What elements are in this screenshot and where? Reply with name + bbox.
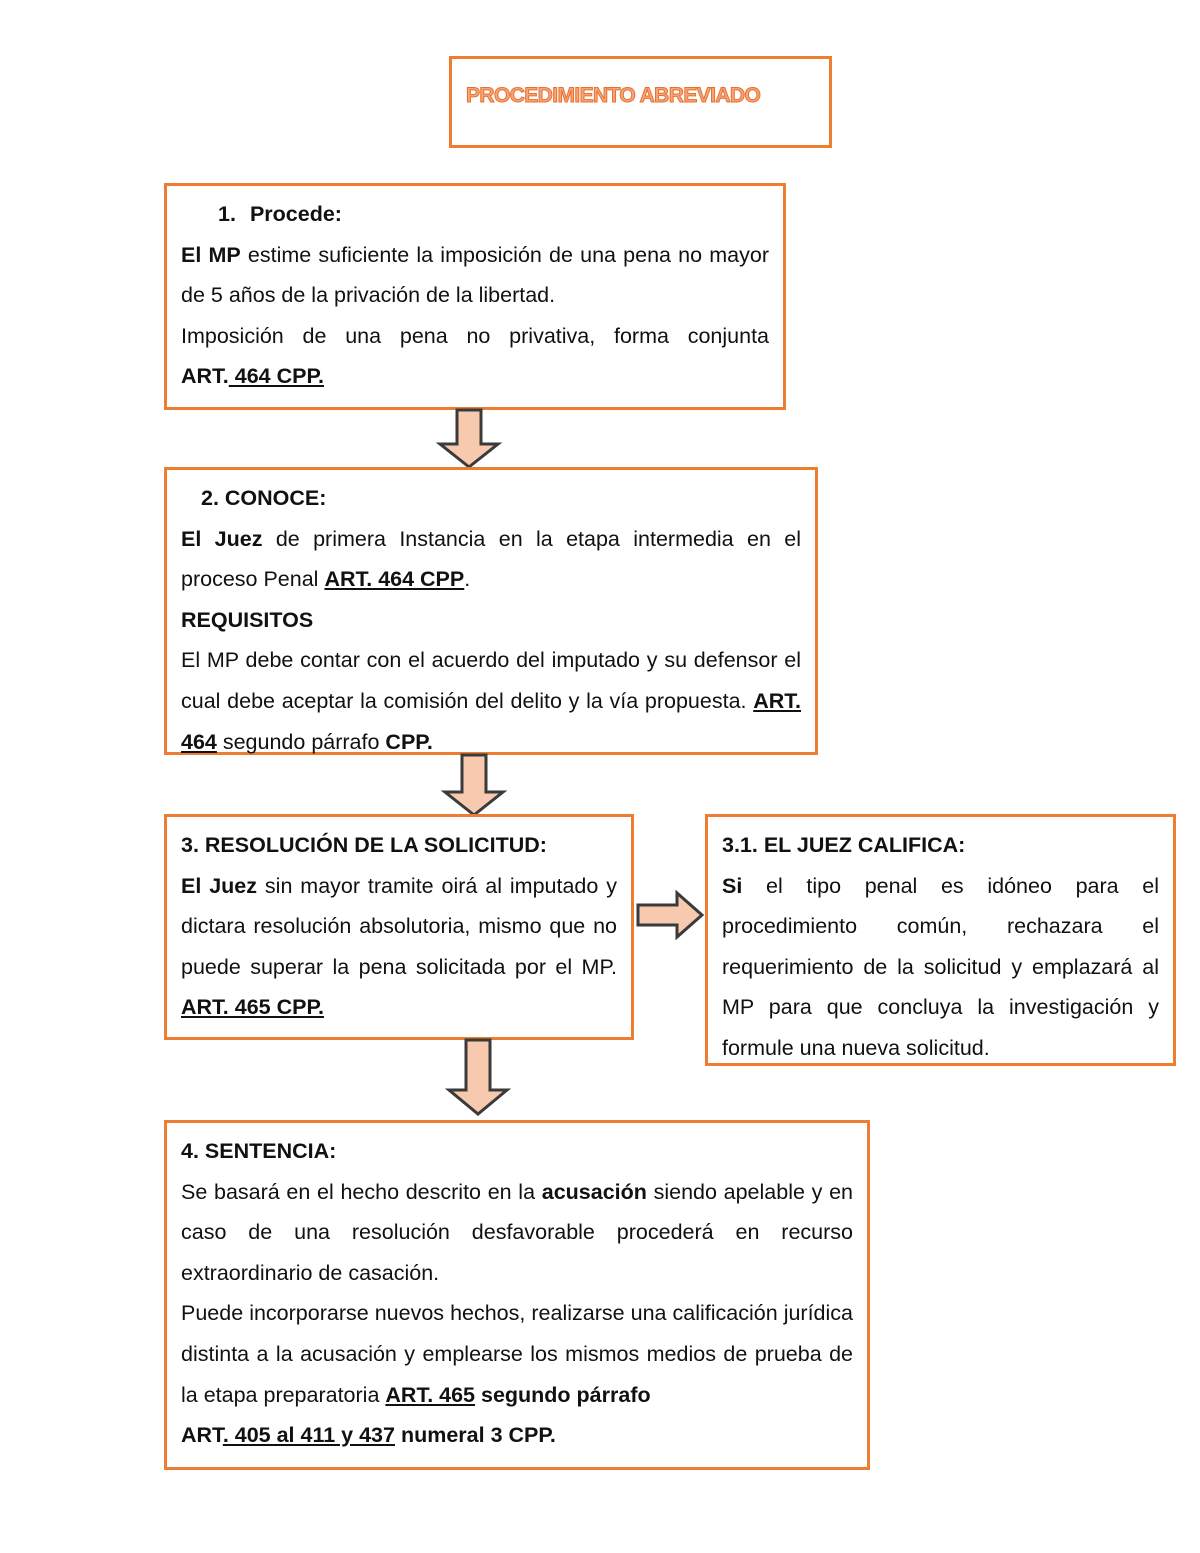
body-text: sin mayor tramite oirá al imputado y dictara resolución absolutoria, mismo que no puede superar la pena solicitada por el MP. [181,873,617,979]
ref-link-text: ART. 464 [181,688,801,754]
ref-text: ART [181,1423,223,1448]
box-conoce-heading [181,478,801,519]
box-sentencia-text [181,1172,853,1294]
page-title: PROCEDIMIENTO ABREVIADO [466,84,761,107]
body-text: segundo párrafo [216,729,386,754]
heading-number: 1. [218,202,236,226]
box-juez-califica [705,814,1176,1066]
ref-link-text: ART. 465 [385,1382,476,1407]
ref-link-text: ART. 464 CPP [324,567,465,592]
ref-link-text: . 405 al 411 y 437 [222,1423,395,1448]
body-text: . [464,567,471,592]
bold-text: Si [722,873,743,898]
right-arrow-icon [637,891,705,941]
down-arrow-icon [446,1040,510,1116]
down-arrow-icon [437,410,501,468]
box-resolucion-heading [181,825,617,866]
bold-text: acusación [541,1179,647,1204]
heading-text: 3.1. EL JUEZ CALIFICA: [722,833,966,857]
box-procede-heading [181,194,769,235]
body-text: siendo apelable y en caso de una resolución desfavorable procederá en recurso extraordinario de casación. [181,1179,853,1285]
body-text: Se basará en el hecho descrito en la [181,1179,542,1204]
box-resolucion-text [181,866,617,1028]
box-sentencia [164,1120,870,1470]
box-resolucion [164,814,634,1040]
ref-text: segundo párrafo [475,1382,651,1407]
down-arrow-icon [442,755,506,817]
heading-text: 3. RESOLUCIÓN DE LA SOLICITUD: [181,833,547,857]
box-juez-califica-text [722,866,1159,1069]
box-sentencia-ref [181,1415,853,1456]
body-text: El MP debe contar con el acuerdo del imputado y su defensor el cual debe aceptar la comisión del delito y la vía propuesta. [181,648,801,713]
bold-text: El Juez [181,526,263,551]
box-conoce [164,467,818,755]
box-juez-califica-heading [722,825,1159,866]
box-sentencia-heading [181,1131,853,1172]
body-text: Imposición de una pena no privativa, forma conjunta [181,323,769,348]
bold-text: El MP [181,242,241,267]
box-procede-text-2 [181,316,769,357]
box-conoce-requisitos [181,600,801,641]
body-text: Puede incorporarse nuevos hechos, realizarse una calificación jurídica distinta a la acusación y emplearse los mismos medios de prueba de la etapa preparatoria [181,1301,853,1407]
ref-text: numeral 3 CPP. [394,1423,556,1448]
ref-text: CPP. [385,729,433,754]
bold-text: El Juez [181,873,258,898]
ref-text: ART. [181,364,229,389]
ref-link-text: ART. 465 CPP. [181,995,325,1020]
requisitos-heading: REQUISITOS [181,607,314,632]
box-conoce-text-2 [181,640,801,762]
body-text: estime suficiente la imposición de una pena no mayor de 5 años de la privación de la libertad. [181,242,769,308]
ref-link-text: 464 CPP. [228,364,325,389]
box-procede [164,183,786,410]
box-conoce-text [181,519,801,600]
box-procede-ref [181,356,769,397]
heading-text: 2. CONOCE: [201,486,327,510]
box-procede-text [181,235,769,316]
heading-text: 4. SENTENCIA: [181,1139,337,1163]
body-text: el tipo penal es idóneo para el procedimiento común, rechazara el requerimiento de la solicitud y emplazará al MP para que concluya la investigación y formule una nueva solicitud. [722,873,1159,1060]
box-sentencia-text-2 [181,1293,853,1415]
body-text: de primera Instancia en la etapa intermedia en el proceso Penal [181,526,801,592]
heading-text: Procede: [249,202,342,226]
